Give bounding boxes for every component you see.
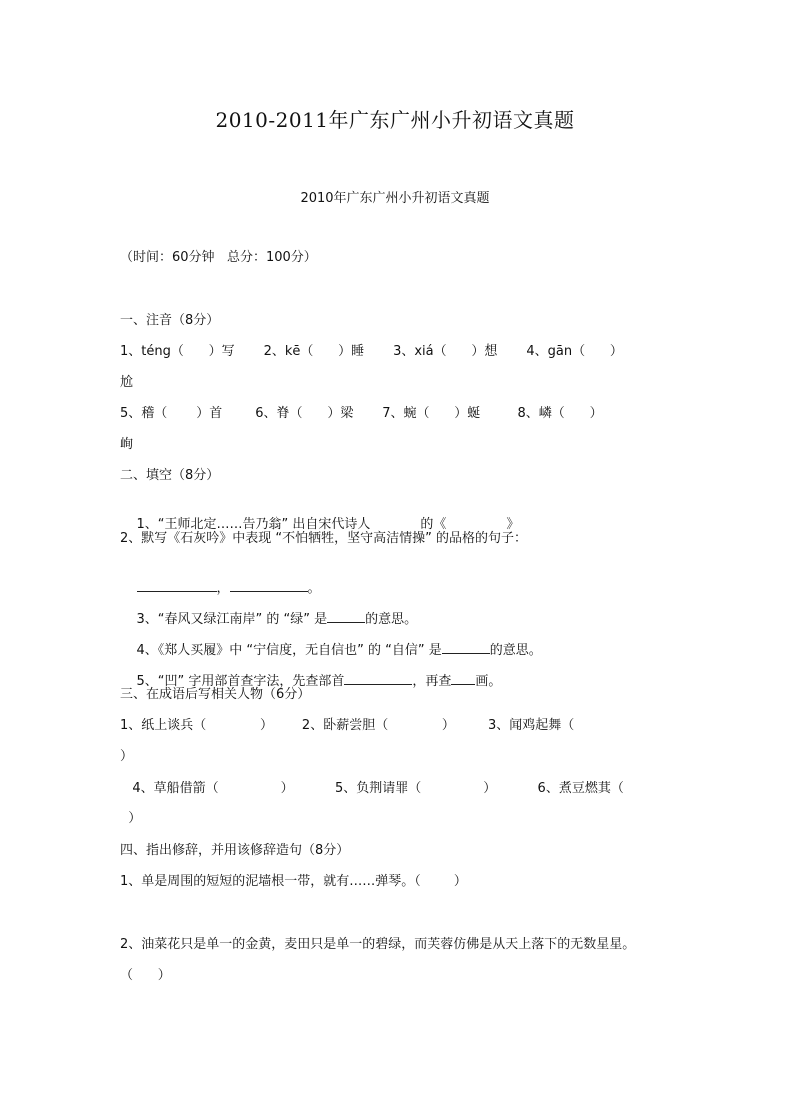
- answer-blank[interactable]: [137, 579, 217, 592]
- answer-blank[interactable]: [344, 672, 412, 685]
- q5-text-a: 5、“凹” 字用部首查字法，先查部首: [136, 674, 345, 689]
- section-1-row-1-wrap: 尬: [120, 375, 134, 390]
- section-4-question-2: 2、油菜花只是单一的金黄，麦田只是单一的碧绿，而芙蓉仿佛是从天上落下的无数星星。: [120, 937, 636, 952]
- exam-info: （时间：60分钟 总分：100分）: [120, 250, 317, 265]
- q1-text-a: 1、“王师北定……告乃翁” 出自宋代诗人: [136, 517, 371, 532]
- answer-blank[interactable]: [451, 672, 475, 685]
- q4-text-a: 4、《郑人买履》中 “宁信度，无自信也” 的 “自信” 是: [136, 643, 442, 658]
- q5-text-b: ，再查: [412, 674, 452, 689]
- q1-text-c: 》: [506, 517, 520, 532]
- section-3-row-1: 1、纸上谈兵（ ） 2、卧薪尝胆（ ） 3、闻鸡起舞（: [120, 718, 575, 733]
- section-3-row-2: 4、草船借箭（ ） 5、负荆请罪（ ） 6、煮豆燃萁（: [120, 781, 624, 796]
- q2-separator: ，: [216, 581, 230, 596]
- section-1-row-1: 1、téng（ ）写 2、kē（ ）睡 3、xiá（ ）想 4、gān（ ）: [120, 344, 623, 359]
- answer-blank[interactable]: [327, 610, 365, 623]
- answer-blank[interactable]: [442, 641, 490, 654]
- section-2-question-2: 2、默写《石灰吟》中表现 “不怕牺牲，坚守高洁情操” 的品格的句子：: [120, 531, 528, 546]
- q4-text-b: 的意思。: [489, 643, 542, 658]
- q3-text-b: 的意思。: [365, 612, 418, 627]
- page-subtitle: 2010年广东广州小升初语文真题: [300, 191, 490, 206]
- page-title: 2010-2011年广东广州小升初语文真题: [215, 108, 575, 132]
- section-3-row-2-wrap: ）: [120, 811, 142, 826]
- section-3-row-1-wrap: ）: [120, 749, 134, 764]
- section-3-heading: 三、在成语后写相关人物（6分）: [120, 687, 311, 702]
- q1-text-b: 的《: [420, 517, 447, 532]
- q5-text-c: 画。: [475, 674, 502, 689]
- q2-end: 。: [307, 581, 321, 596]
- section-1-row-2: 5、稽（ ）首 6、脊（ ）梁 7、蜿（ ）蜒 8、嶙（ ）: [120, 406, 603, 421]
- answer-blank[interactable]: [230, 579, 308, 592]
- section-1-row-2-wrap: 峋: [120, 437, 134, 452]
- section-2-heading: 二、填空（8分）: [120, 468, 220, 483]
- section-1-heading: 一、注音（8分）: [120, 313, 220, 328]
- section-4-heading: 四、指出修辞，并用该修辞造句（8分）: [120, 843, 350, 858]
- section-4-question-1: 1、单是周围的短短的泥墙根一带，就有……弹琴。（ ）: [120, 874, 467, 889]
- q3-text-a: 3、“春风又绿江南岸” 的 “绿” 是: [136, 612, 328, 627]
- section-4-question-2-answer: （ ）: [120, 968, 171, 983]
